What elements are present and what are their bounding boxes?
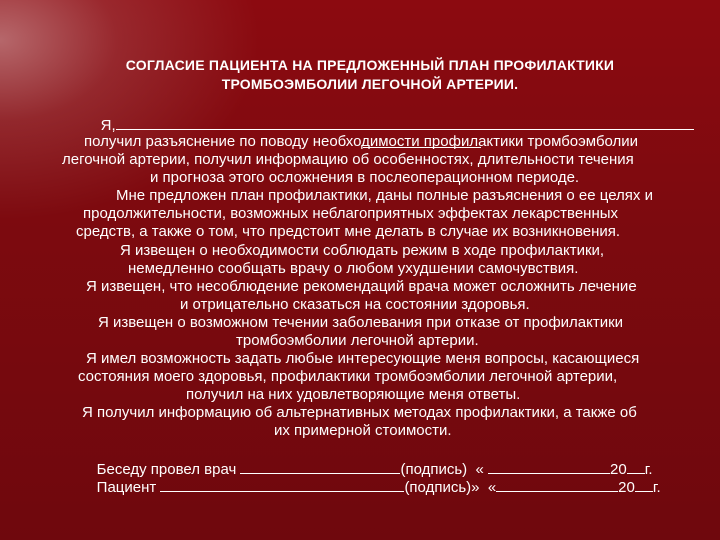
patient-label: Пациент [96, 479, 157, 496]
patient-date-open: « [487, 479, 497, 496]
body-line-17: их примерной стоимости. [274, 422, 452, 439]
patient-signature-blank [160, 477, 404, 492]
body-line-14: состояния моего здоровья, профилактики тромбоэмболии легочной артерии, [78, 368, 618, 385]
body-line-4: Мне предложен план профилактики, даны полные разъяснения о ее целях и [116, 187, 653, 204]
patient-year: 20 [618, 479, 635, 496]
body-line-6: средств, а также о том, что предстоит мне делать в случае их возникновения. [76, 223, 621, 240]
body-line-9: Я извещен, что несоблюдение рекомендаций врача может осложнить лечение [86, 278, 637, 295]
patient-signature-line [80, 459, 661, 515]
doctor-signature-caption: (подпись) [400, 461, 468, 478]
body-line-12: тромбоэмболии легочной артерии. [236, 332, 479, 349]
name-prefix: Я, [100, 117, 116, 134]
body-line-16: Я получил информацию об альтернативных методах профилактики, а также об [82, 404, 637, 421]
doctor-year-suffix: г. [644, 461, 653, 478]
title-line-2: ТРОМБОЭМБОЛИИ ЛЕГОЧНОЙ АРТЕРИИ. [221, 76, 519, 92]
body-line-1: получил разъяснение по поводу необходимости профилактики тромбоэмболии [84, 133, 639, 150]
document-title [20, 56, 720, 94]
body-line-2: легочной артерии, получил информацию об особенностях, длительности течения [62, 151, 634, 168]
patient-year-suffix: г. [652, 479, 661, 496]
body-line-7: Я извещен о необходимости соблюдать режим в ходе профилактики, [120, 242, 605, 259]
body-line-10: и отрицательно сказаться на состоянии здоровья. [180, 296, 530, 313]
body-line-5: продолжительности, возможных неблагоприятных эффектах лекарственных [83, 205, 619, 222]
doctor-date-open: « [475, 461, 484, 478]
doctor-label: Беседу провел врач [96, 461, 237, 478]
body-line-15: получил на них удовлетворяющие меня ответы. [186, 386, 521, 403]
body-line-8: немедленно сообщать врачу о любом ухудшении самочувствия. [128, 260, 579, 277]
body-line-11: Я извещен о возможном течении заболевания при отказе от профилактики [98, 314, 624, 331]
doctor-year: 20 [610, 461, 627, 478]
patient-date-blank [496, 477, 618, 492]
body-line-13: Я имел возможность задать любые интересующие меня вопросы, касающиеся [86, 350, 640, 367]
patient-year-blank [635, 477, 653, 492]
patient-signature-caption: (подпись)» [404, 479, 480, 496]
title-line-1: СОГЛАСИЕ ПАЦИЕНТА НА ПРЕДЛОЖЕННЫЙ ПЛАН ПРОФИЛАКТИКИ [125, 57, 615, 73]
body-line-3: и прогноза этого осложнения в послеоперационном периоде. [150, 169, 580, 186]
